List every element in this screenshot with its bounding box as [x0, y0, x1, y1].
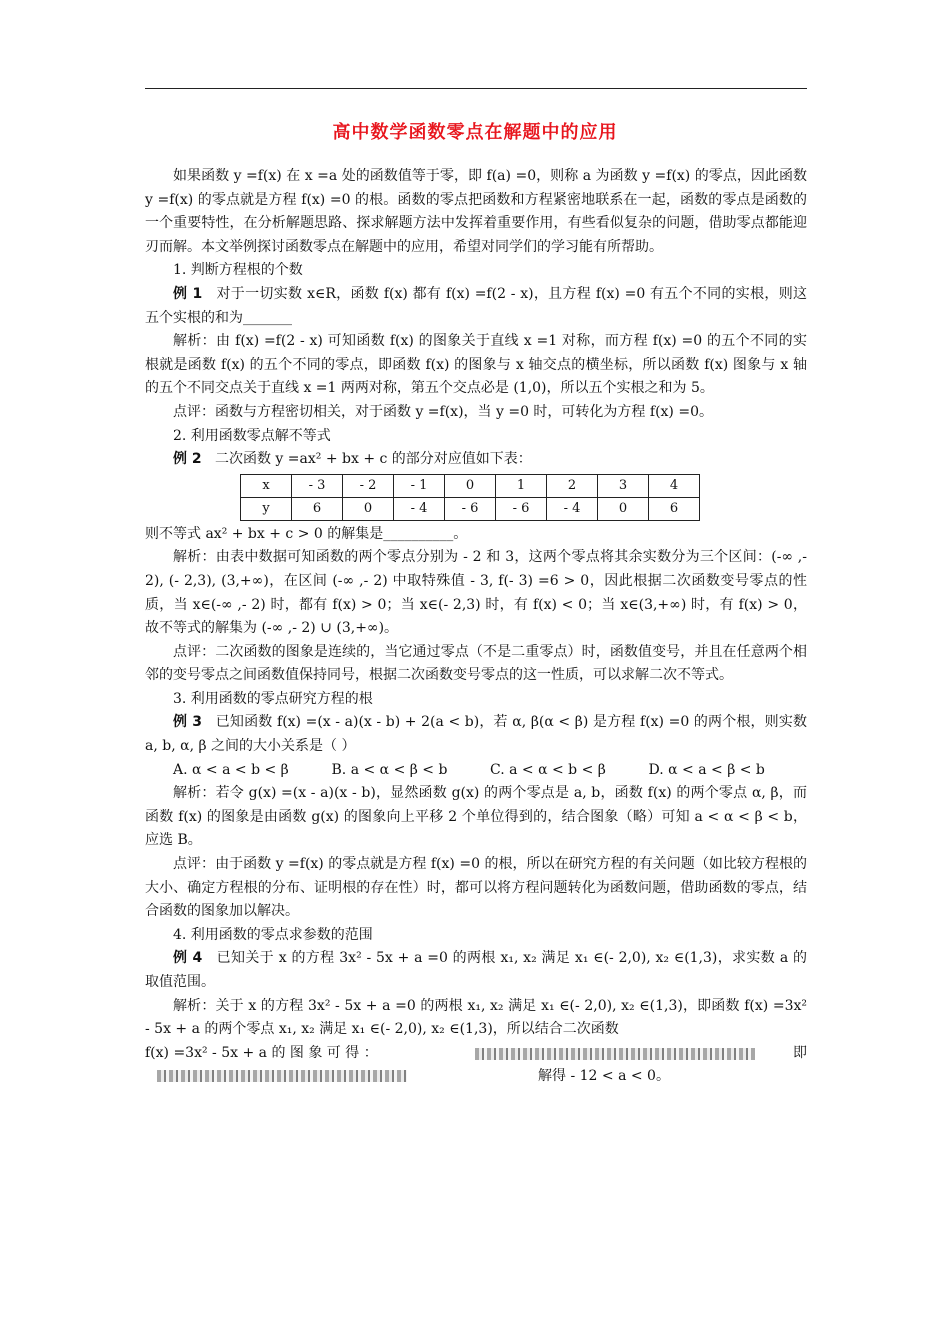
- result-line: [145, 1065, 807, 1088]
- option-b: B. a < α < β < b: [331, 761, 448, 778]
- table-cell: 1: [496, 474, 547, 497]
- inequality-system-image-2: [157, 1070, 407, 1082]
- table-cell: 0: [343, 497, 394, 520]
- table-cell: 3: [598, 474, 649, 497]
- value-table: [240, 474, 700, 521]
- table-cell: - 2: [343, 474, 394, 497]
- final-result: 解得 - 12 < a < 0。: [538, 1067, 670, 1084]
- table-cell: 6: [292, 497, 343, 520]
- example-4-text: 已知关于 x 的方程 3x² - 5x + a =0 的两根 x₁, x₂ 满足 x₁ ∈(- 2,0), x₂ ∈(1,3)，求实数 a 的取值范围。: [145, 950, 807, 990]
- example-1-analysis: 解析：由 f(x) =f(2 - x) 可知函数 f(x) 的图象关于直线 x =1 对称，而方程 f(x) =0 的五个不同的实根就是函数 f(x) 的五个不同的零点，即函数 f(x) 的图象与 x 轴交点的横坐标，所以函数 f(x) 图象与 x 轴的五个不同交点关于直线 x =1 两两对称，第五个交点必是 (1,0)，所以五个实根之和为 5。: [145, 333, 807, 397]
- example-2-text: 二次函数 y =ax² + bx + c 的部分对应值如下表：: [214, 451, 532, 468]
- example-3-label: 例 3: [173, 714, 202, 731]
- table-row-y: [241, 497, 700, 520]
- section-2-heading: 2. 利用函数零点解不等式: [173, 427, 331, 444]
- example-4-label: 例 4: [173, 950, 203, 967]
- inequality-system-line: [145, 1042, 807, 1065]
- example-1-comment: 点评：函数与方程密切相关，对于函数 y =f(x)，当 y =0 时，可转化为方程 f(x) =0。: [173, 403, 713, 420]
- table-cell: - 3: [292, 474, 343, 497]
- example-3-options: [145, 759, 807, 783]
- table-cell: 2: [547, 474, 598, 497]
- table-cell: 4: [649, 474, 700, 497]
- table-row-x: [241, 474, 700, 497]
- section-4-heading: 4. 利用函数的零点求参数的范围: [173, 926, 373, 943]
- inequality-system-image: [475, 1048, 755, 1060]
- table-cell: 0: [598, 497, 649, 520]
- table-cell: - 6: [496, 497, 547, 520]
- article-body: [145, 165, 807, 1088]
- example-3-comment: 点评：由于函数 y =f(x) 的零点就是方程 f(x) =0 的根，所以在研究方程的有关问题（如比较方程根的大小、确定方程根的分布、证明根的存在性）时，都可以将方程问题转化为函数问题，借助函数的零点，结合函数的图象加以解决。: [145, 856, 807, 920]
- example-2-label: 例 2: [173, 451, 202, 468]
- example-3: [145, 711, 807, 758]
- example-2: [145, 448, 807, 472]
- example-3-analysis: 解析：若令 g(x) =(x - a)(x - b)，显然函数 g(x) 的两个零点是 a, b，函数 f(x) 的两个零点 α, β，而函数 f(x) 的图象是由函数 g(x) 的图象向上平移 2 个单位得到的，结合图象（略）可知 a < α < β < b，应选 B。: [145, 785, 807, 849]
- table-header-y: y: [241, 497, 292, 520]
- table-cell: 0: [445, 474, 496, 497]
- table-cell: - 4: [394, 497, 445, 520]
- option-c: C. a < α < b < β: [490, 761, 606, 778]
- inequality-intro: f(x) =3x² - 5x + a 的 图 象 可 得 ：: [145, 1044, 378, 1061]
- table-header-x: x: [241, 474, 292, 497]
- table-cell: - 4: [547, 497, 598, 520]
- example-2-analysis: 解析：由表中数据可知函数的两个零点分别为 - 2 和 3，这两个零点将其余实数分为三个区间：(-∞ ,- 2), (- 2,3), (3,+∞)，在区间 (-∞ ,- 2) 中取特殊值 - 3, f(- 3) =6 > 0，因此根据二次函数变号零点的性质，当 x∈(-∞ ,- 2) 时，都有 f(x) > 0；当 x∈(- 2,3) 时，有 f(x) < 0；当 x∈(3,+∞) 时，有 f(x) > 0，故不等式的解集为 (-∞ ,- 2) ∪ (3,+∞)。: [145, 549, 807, 637]
- inequality-then: 即: [793, 1044, 807, 1061]
- example-4: [145, 947, 807, 994]
- header-rule: [145, 88, 807, 89]
- section-1-heading: 1. 判断方程根的个数: [173, 262, 303, 279]
- value-table-wrapper: [240, 474, 807, 521]
- section-3-heading: 3. 利用函数的零点研究方程的根: [173, 690, 373, 707]
- example-3-text: 已知函数 f(x) =(x - a)(x - b) + 2(a < b)，若 α, β(α < β) 是方程 f(x) =0 的两个根，则实数 a, b, α, β 之间的大小关系是（ ）: [145, 714, 807, 755]
- example-2-question: 则不等式 ax² + bx + c > 0 的解集是__________。: [145, 525, 468, 542]
- page-title: 高中数学函数零点在解题中的应用: [332, 122, 618, 143]
- table-cell: - 1: [394, 474, 445, 497]
- example-4-analysis: 解析：关于 x 的方程 3x² - 5x + a =0 的两根 x₁, x₂ 满足 x₁ ∈(- 2,0), x₂ ∈(1,3)，即函数 f(x) =3x² - 5x + a 的两个零点 x₁, x₂ 满足 x₁ ∈(- 2,0), x₂ ∈(1,3)，所以结合二次函数: [145, 997, 807, 1038]
- example-1: [145, 283, 807, 330]
- example-1-text: 对于一切实数 x∈R，函数 f(x) 都有 f(x) =f(2 - x)，且方程 f(x) =0 有五个不同的实根，则这五个实根的和为_______: [145, 285, 808, 326]
- table-cell: - 6: [445, 497, 496, 520]
- option-d: D. α < a < β < b: [648, 761, 765, 778]
- example-2-comment: 点评：二次函数的图象是连续的，当它通过零点（不是二重零点）时，函数值变号，并且在任意两个相邻的变号零点之间函数值保持同号，根据二次函数变号零点的这一性质，可以求解二次不等式。: [145, 643, 807, 684]
- option-a: A. α < a < b < β: [173, 761, 289, 778]
- table-cell: 6: [649, 497, 700, 520]
- example-1-label: 例 1: [173, 285, 203, 302]
- intro-paragraph: 如果函数 y =f(x) 在 x =a 处的函数值等于零，即 f(a) =0，则称 a 为函数 y =f(x) 的零点，因此函数 y =f(x) 的零点就是方程 f(x) =0 的根。函数的零点把函数和方程紧密地联系在一起，函数的零点是函数的一个重要特性，在分析解题思路、探求解题方法中发挥着重要作用，有些看似复杂的问题，借助零点都能迎刃而解。本文举例探讨函数零点在解题中的应用，希望对同学们的学习能有所帮助。: [145, 168, 807, 255]
